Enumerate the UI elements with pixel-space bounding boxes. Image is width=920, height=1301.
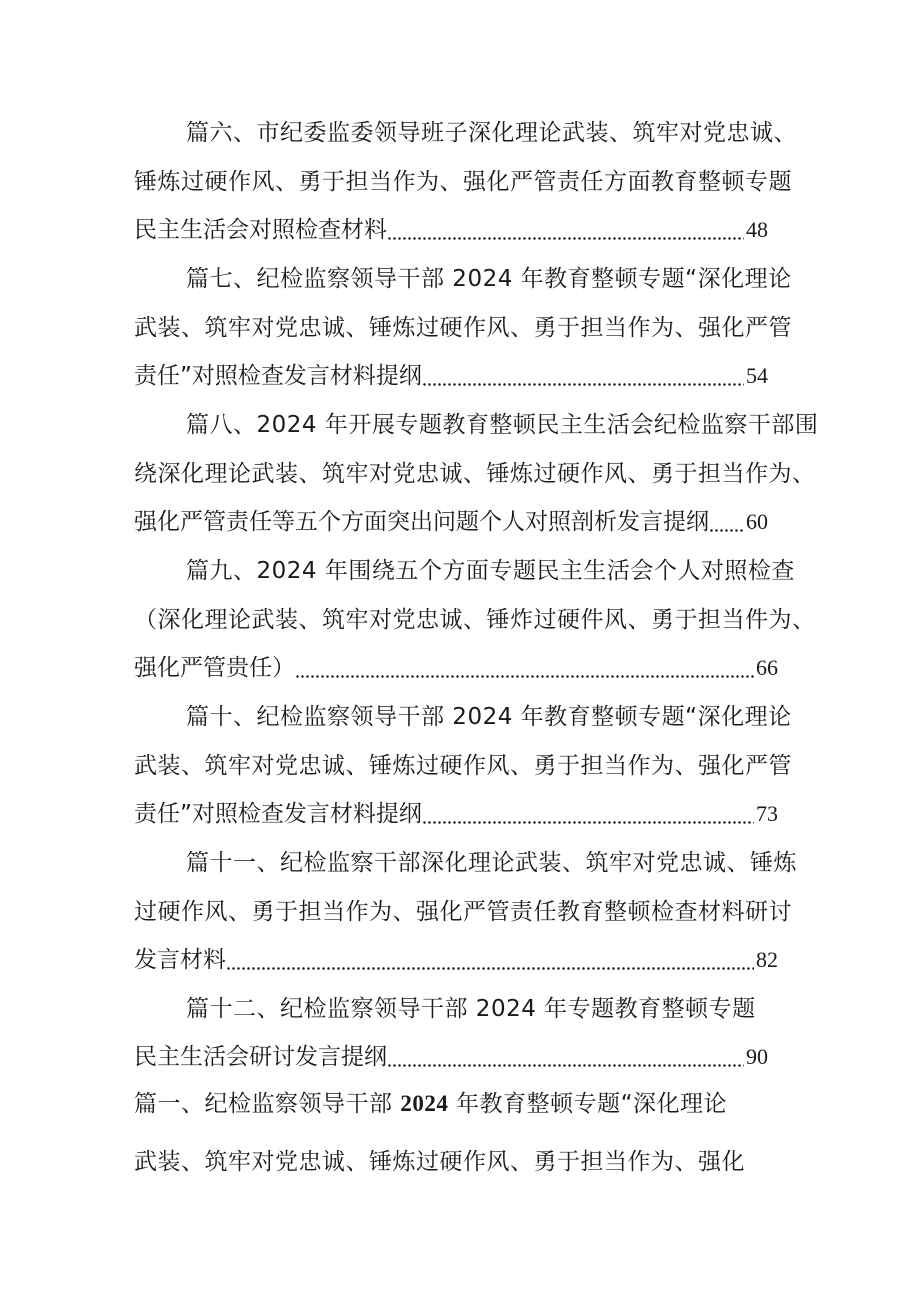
toc-entry-8-line-3: 强化严管责任等五个方面突出问题个人对照剖析发言提纲: [134, 509, 709, 535]
toc-entry-7-line-3: 责任”对照检查发言材料提纲: [134, 363, 422, 389]
toc-entry-6-line-3: 民主生活会对照检查材料: [134, 217, 387, 243]
toc-entry-12-line-1[interactable]: 篇十二、纪检监察领导干部 2024 年专题教育整顿专题: [186, 996, 756, 1022]
toc-entry-11-line-2[interactable]: 过硬作风、勇于担当作为、强化严管责任教育整顿检查材料研讨: [134, 899, 792, 925]
toc-entry-6-line-2[interactable]: 锤炼过硬作风、勇于担当作为、强化严管责任方面教育整顿专题: [134, 169, 792, 195]
toc-entry-6-page: 48: [746, 217, 768, 242]
toc-entry-10-line-1[interactable]: 篇十、纪检监察领导干部 2024 年教育整顿专题“深化理论: [186, 704, 792, 730]
toc-entry-12-line-2: 民主生活会研讨发言提纲: [134, 1044, 387, 1070]
toc-entry-11-line-3: 发言材料: [134, 947, 226, 973]
toc-entry-9-line-3: 强化严管贵任）: [134, 655, 295, 681]
toc-entry-10-page: 73: [756, 801, 778, 826]
toc-entry-7-page: 54: [746, 363, 768, 388]
toc-entry-10-line-3: 责任”对照检查发言材料提纲: [134, 801, 422, 827]
toc-entry-9-line-1[interactable]: 篇九、2024 年围绕五个方面专题民主生活会个人对照检查: [186, 558, 795, 584]
toc-entry-10-line-2[interactable]: 武装、筑牢对党忠诚、锤炼过硬作风、勇于担当作为、强化严管: [134, 753, 792, 779]
dot-leader: [422, 361, 744, 391]
toc-entry-8-leader[interactable]: [134, 507, 768, 537]
toc-entry-11-line-1[interactable]: 篇十一、纪检监察干部深化理论武装、筑牢对党忠诚、锤炼: [186, 850, 797, 876]
toc-entry-10-leader[interactable]: [134, 799, 778, 829]
section-heading-year: 2024: [400, 1091, 449, 1116]
toc-entry-8-page: 60: [746, 509, 768, 534]
dot-leader: [226, 945, 754, 975]
toc-entry-9-leader[interactable]: [134, 653, 778, 683]
section-heading-line-2: 武装、筑牢对党忠诚、锤炼过硬作风、勇于担当作为、强化: [134, 1149, 745, 1175]
toc-entry-6-leader[interactable]: [134, 215, 768, 245]
toc-entry-7-leader[interactable]: [134, 361, 768, 391]
dot-leader: [422, 799, 754, 829]
toc-entry-9-line-2[interactable]: （深化理论武装、筑牢对党忠诚、锤炸过硬件风、勇于担当件为、: [134, 607, 816, 633]
toc-entry-7-line-2[interactable]: 武装、筑牢对党忠诚、锤炼过硬作风、勇于担当作为、强化严管: [134, 315, 792, 341]
toc-entry-11-leader[interactable]: [134, 945, 778, 975]
toc-entry-12-leader[interactable]: [134, 1042, 768, 1072]
toc-entry-7-line-1[interactable]: 篇七、纪检监察领导干部 2024 年教育整顿专题“深化理论: [186, 266, 792, 292]
toc-entry-12-page: 90: [746, 1044, 768, 1069]
section-heading-prefix: 篇一、纪检监察领导干部: [134, 1091, 393, 1117]
toc-entry-11-page: 82: [756, 947, 778, 972]
dot-leader: [709, 507, 744, 537]
dot-leader: [295, 653, 754, 683]
dot-leader: [387, 215, 744, 245]
toc-entry-9-page: 66: [756, 655, 778, 680]
dot-leader: [387, 1042, 744, 1072]
section-heading-suffix: 年教育整顿专题“深化理论: [456, 1091, 728, 1117]
toc-entry-6-line-1[interactable]: 篇六、市纪委监委领导班子深化理论武装、筑牢对党忠诚、: [186, 120, 797, 146]
section-heading-line-1: [134, 1089, 727, 1119]
toc-entry-8-line-1[interactable]: 篇八、2024 年开展专题教育整顿民主生活会纪检监察干部围: [186, 412, 819, 438]
toc-entry-8-line-2[interactable]: 绕深化理论武装、筑牢对党忠诚、锤炼过硬作风、勇于担当作为、: [134, 461, 816, 487]
